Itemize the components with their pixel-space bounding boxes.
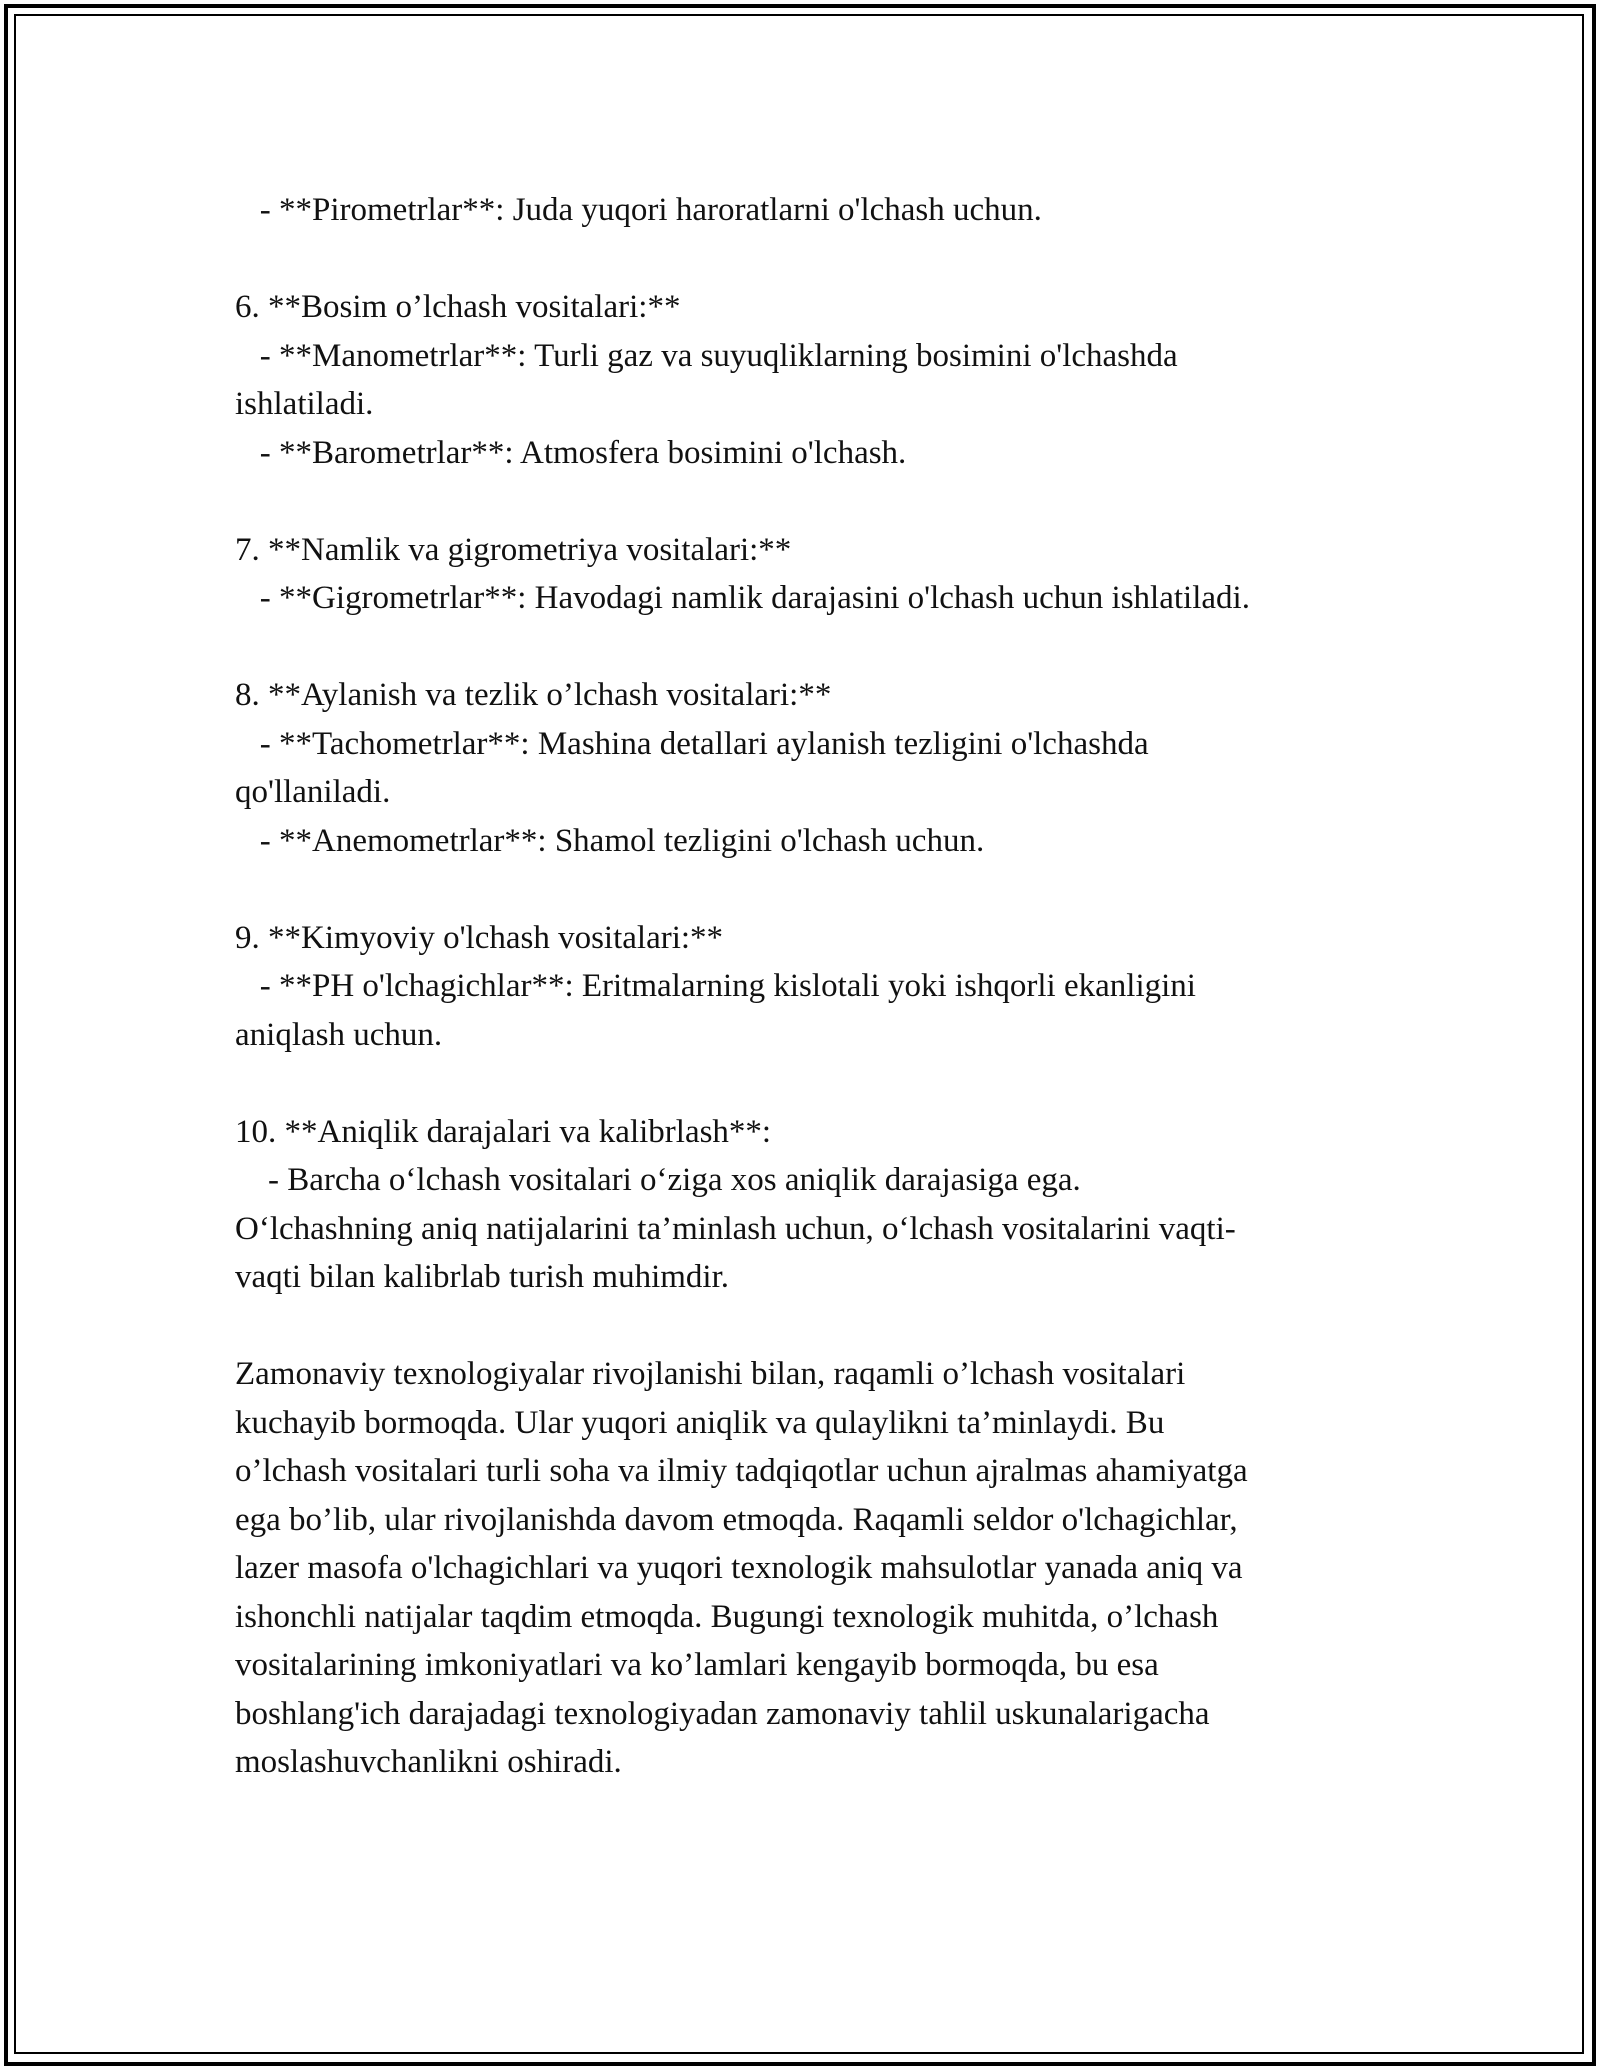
blank-line [235, 235, 1375, 284]
paragraph-line: ega bo’lib, ular rivojlanishda davom etmoqda. Raqamli seldor o'lchagichlar, [235, 1501, 1238, 1538]
text-line: aniqlash uchun. [235, 1016, 443, 1053]
blank-line [235, 623, 1375, 672]
text-line: - **Anemometrlar**: Shamol tezligini o'lchash uchun. [235, 822, 985, 859]
paragraph-line: o’lchash vositalari turli soha va ilmiy tadqiqotlar uchun ajralmas ahamiyatga [235, 1453, 1248, 1489]
text-line: - **PH o'lchagichlar**: Eritmalarning kislotali yoki ishqorli ekanligini [235, 968, 1196, 1004]
paragraph-line: ishonchli natijalar taqdim etmoqda. Bugungi texnologik muhitda, o’lchash [235, 1598, 1219, 1635]
section-heading: 7. **Namlik va gigrometriya vositalari:** [235, 531, 792, 568]
text-line: ishlatiladi. [235, 386, 374, 422]
section-heading: 8. **Aylanish va tezlik o’lchash vositalari:** [235, 677, 832, 713]
text-line: O‘lchashning aniq natijalarini ta’minlash uchun, o‘lchash vositalarini vaqti- [235, 1210, 1236, 1247]
blank-line [235, 477, 1375, 526]
blank-line [235, 865, 1375, 914]
paragraph-line: lazer masofa o'lchagichlari va yuqori texnologik mahsulotlar yanada aniq va [235, 1550, 1243, 1586]
blank-line [235, 1059, 1375, 1108]
paragraph-line: vositalarining imkoniyatlari va ko’lamlari kengayib bormoqda, bu esa [235, 1647, 1159, 1683]
section-heading: 9. **Kimyoviy o'lchash vositalari:** [235, 919, 724, 956]
paragraph-line: kuchayib bormoqda. Ular yuqori aniqlik va qulaylikni ta’minlaydi. Bu [235, 1404, 1165, 1441]
paragraph-line: Zamonaviy texnologiyalar rivojlanishi bilan, raqamli o’lchash vositalari [235, 1356, 1186, 1392]
text-line: vaqti bilan kalibrlab turish muhimdir. [235, 1259, 730, 1295]
text-line: - **Manometrlar**: Turli gaz va suyuqliklarning bosimini o'lchashda [235, 337, 1178, 374]
text-line: - **Tachometrlar**: Mashina detallari aylanish tezligini o'lchashda [235, 725, 1149, 762]
document-body [235, 186, 1375, 1787]
blank-line [235, 1302, 1375, 1351]
section-heading: 6. **Bosim o’lchash vositalari:** [235, 289, 681, 325]
paragraph-line: boshlang'ich darajadagi texnologiyadan zamonaviy tahlil uskunalarigacha [235, 1695, 1210, 1732]
text-line: - **Gigrometrlar**: Havodagi namlik darajasini o'lchash uchun ishlatiladi. [235, 580, 1250, 616]
section-heading: 10. **Aniqlik darajalari va kalibrlash**: [235, 1113, 772, 1150]
paragraph-line: moslashuvchanlikni oshiradi. [235, 1744, 622, 1780]
text-line: qo'llaniladi. [235, 774, 391, 810]
text-line: - **Pirometrlar**: Juda yuqori haroratlarni o'lchash uchun. [235, 192, 1042, 228]
text-line: - Barcha o‘lchash vositalari o‘ziga xos aniqlik darajasiga ega. [235, 1162, 1081, 1198]
text-line: - **Barometrlar**: Atmosfera bosimini o'lchash. [235, 434, 907, 471]
